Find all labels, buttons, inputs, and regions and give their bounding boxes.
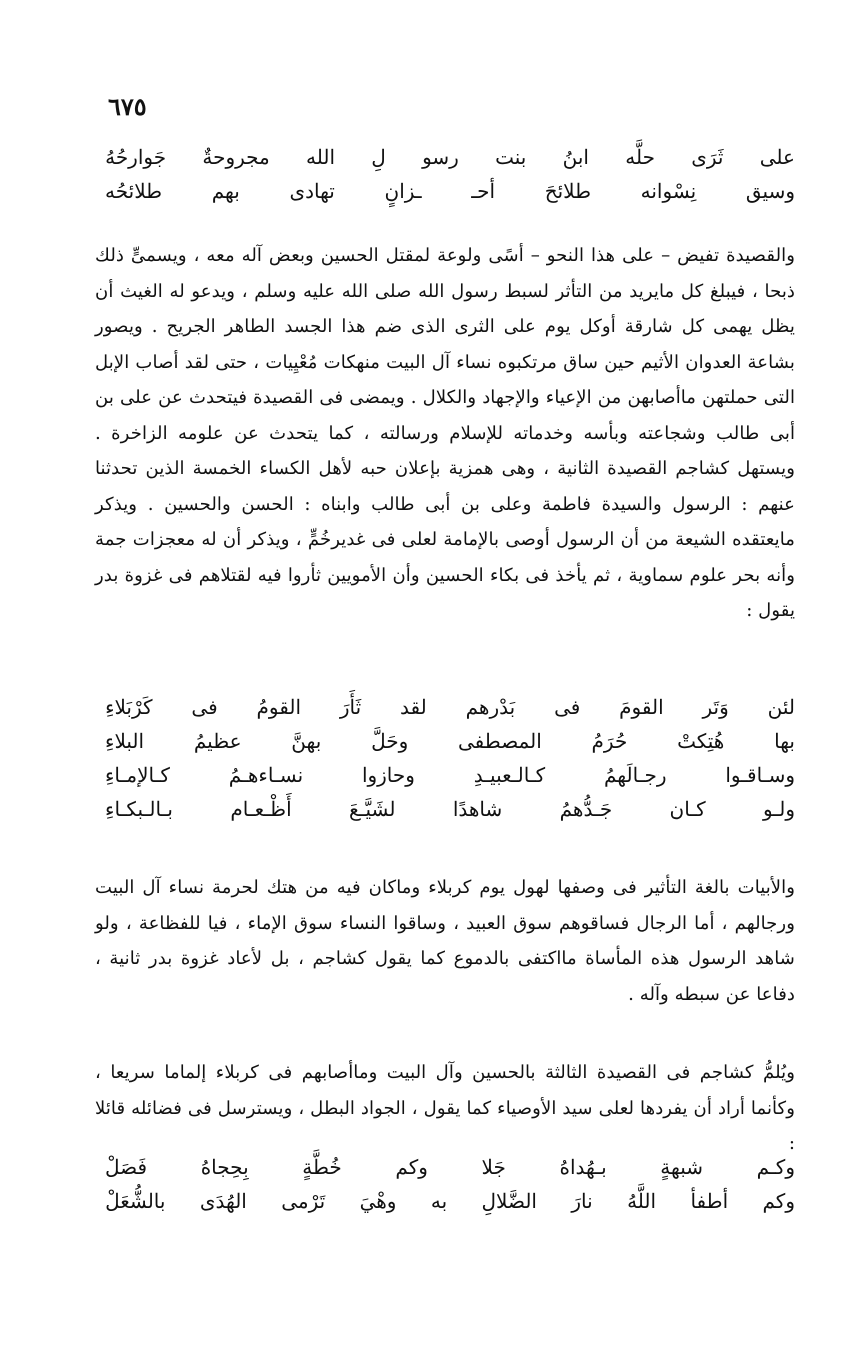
- verse-word: نِسْوانه: [640, 179, 697, 203]
- verse-word: جَوارحُهُ: [105, 145, 167, 169]
- body-paragraph-3: [95, 1055, 795, 1162]
- verse-word: بَدْرهم: [465, 695, 516, 719]
- verse-word: حُرَمُ: [591, 729, 628, 753]
- verse-word: رجـالَهمُ: [603, 763, 667, 787]
- verse-word: نسـاءهـمُ: [228, 763, 304, 787]
- verse-word: الله: [306, 145, 336, 169]
- verse-word: لِ: [371, 145, 386, 169]
- verse-word: رسو: [422, 145, 459, 169]
- verse-word: وكـم: [756, 1155, 795, 1179]
- verse-word: نارَ: [571, 1189, 593, 1213]
- verse-word: أطفأ: [690, 1189, 729, 1213]
- verse-word: تَرْمى: [281, 1189, 326, 1213]
- paragraph-text: والأبيات بالغة التأثير فى وصفها لهول يوم كربلاء وماكان فيه من هتك لحرمة نساء آل البيت ورجالهم ، أما الرجال فساقوهم سوق العبيد ، وساقوا النساء سوق الإماء ، فيا للفظاعة ، ولو شاهد الرسول هذه المأساة مااكتفى بالدموع كما يقول كشاجم ، بل لأعاد غزوة بدر ثانية ، دفاعا عن سبطه وآله .: [95, 877, 795, 1005]
- page-number: ٦٧٥: [108, 92, 147, 121]
- verse-word: كـالإمـاءِ: [105, 763, 170, 787]
- verse-word: شبهةٍ: [660, 1155, 704, 1179]
- verse-word: بـهُداهُ: [559, 1155, 607, 1179]
- verse-line: [105, 1150, 795, 1184]
- verse-word: فَصَلْ: [105, 1155, 148, 1179]
- verse-line: [105, 792, 795, 826]
- verse-word: فى: [191, 695, 218, 719]
- verse-word: ثَأَرَ: [339, 695, 362, 719]
- verse-word: لقد: [400, 695, 427, 719]
- verse-word: أحـ: [471, 179, 496, 203]
- verse-word: بها: [774, 729, 795, 753]
- verse-word: وكم: [762, 1189, 795, 1213]
- verse-group-1: [105, 140, 795, 208]
- verse-word: بهنَّ: [291, 729, 322, 753]
- verse-word: المصطفى: [458, 729, 542, 753]
- verse-line: [105, 174, 795, 208]
- verse-word: به: [430, 1189, 448, 1213]
- verse-word: فى: [554, 695, 581, 719]
- verse-word: الهُدَى: [199, 1189, 247, 1213]
- verse-word: بالشُّعَلْ: [105, 1189, 166, 1213]
- verse-word: كـالـعبيـدِ: [473, 763, 546, 787]
- verse-word: وسـاقـوا: [725, 763, 795, 787]
- verse-word: شاهدًا: [452, 797, 503, 821]
- body-paragraph-2: [95, 870, 795, 1012]
- verse-line: [105, 758, 795, 792]
- verse-group-3: [105, 1150, 795, 1218]
- verse-word: وهْيَ: [359, 1189, 397, 1213]
- verse-word: جَلا: [481, 1155, 506, 1179]
- verse-word: لشَيَّـعَ: [348, 797, 396, 821]
- verse-word: عظيمُ: [193, 729, 242, 753]
- body-paragraph-1: [95, 238, 795, 629]
- verse-word: وَتَر: [702, 695, 729, 719]
- verse-line: [105, 140, 795, 174]
- verse-word: القومَ: [619, 695, 664, 719]
- verse-word: لئن: [767, 695, 795, 719]
- paragraph-text: ويُلمُّ كشاجم فى القصيدة الثالثة بالحسين وآل البيت وماأصابهم فى كربلاء إلماما سريعا ، وكأنما أراد أن يفردها لعلى سيد الأوصياء كما يقول ، الجواد البطل ، ويسترسل فى فضائله قائلا :: [95, 1062, 795, 1154]
- verse-word: البلاءِ: [105, 729, 145, 753]
- verse-word: القومُ: [256, 695, 301, 719]
- verse-group-2: [105, 690, 795, 826]
- verse-word: بـالـبكـاءِ: [105, 797, 173, 821]
- verse-word: ولـو: [763, 797, 795, 821]
- verse-word: وكم: [395, 1155, 428, 1179]
- verse-word: حلَّه: [625, 145, 655, 169]
- verse-line: [105, 724, 795, 758]
- verse-word: وحَلَّ: [371, 729, 409, 753]
- verse-word: وسيق: [745, 179, 795, 203]
- verse-word: اللَّهُ: [627, 1189, 657, 1213]
- verse-word: كـان: [669, 797, 706, 821]
- verse-word: أَظْـعـام: [230, 797, 292, 821]
- verse-line: [105, 690, 795, 724]
- verse-word: بِحِجاهُ: [200, 1155, 249, 1179]
- verse-word: جَـدُّهمُ: [559, 797, 613, 821]
- verse-word: هُتِكتْ: [677, 729, 725, 753]
- verse-word: ثَرَى: [691, 145, 724, 169]
- verse-word: الضَّلالِ: [481, 1189, 537, 1213]
- verse-word: طلائحَ: [544, 179, 592, 203]
- verse-word: بهم: [211, 179, 240, 203]
- verse-word: ابنُ: [562, 145, 589, 169]
- verse-line: [105, 1184, 795, 1218]
- verse-word: كَرْبَلاءِ: [105, 695, 153, 719]
- verse-word: تهادى: [289, 179, 335, 203]
- verse-word: مجروحةٌ: [202, 145, 270, 169]
- paragraph-text: والقصيدة تفيض – على هذا النحو – أسًى ولوعة لمقتل الحسين وبعض آله معه ، ويسمىٍّ ذلك ذبحا ، فيبلغ كل مايريد من التأثر لسبط رسول الله صلى الله عليه وسلم ، ويدعو له الغيث أن يظل يهمى كل شارقة أوكل يوم على الثرى الذى ضم هذا الجسد الطاهر الجريح . ويصور بشاعة العدوان الأثيم حين ساق مرتكبوه نساء آل البيت منهكات مُعْيِيات ، حتى لقد أصاب الإبل التى حملتهن ماأصابهن من الإعياء والإجهاد والكلال . ويمضى فى القصيدة فيتحدث عن على بن أبى طالب وشجاعته وبأسه وخدماته للإسلام ورسالته ، كما يتحدث عن علومه الزاخرة . ويستهل كشاجم القصيدة الثانية ، وهى همزية بإعلان حبه لأهل الكساء الخمسة الذين تحدثنا عنهم : الرسول والسيدة فاطمة وعلى بن أبى طالب وابناه : الحسن والحسين . ويذكر مايعتقده الشيعة من أن الرسول أوصى بالإمامة لعلى فى غديرخُمٍّ ، ويذكر أن له معجزات جمة وأنه بحر علوم سماوية ، ثم يأخذ فى بكاء الحسين وأن الأمويين ثأروا فيه لقتلاهم فى غزوة بدر يقول :: [95, 245, 795, 621]
- verse-word: طلائحُه: [105, 179, 163, 203]
- verse-word: خُطَّةٍ: [302, 1155, 342, 1179]
- verse-word: بنت: [495, 145, 527, 169]
- verse-word: على: [759, 145, 795, 169]
- verse-word: ـزانٍ: [384, 179, 422, 203]
- verse-word: وحازوا: [361, 763, 415, 787]
